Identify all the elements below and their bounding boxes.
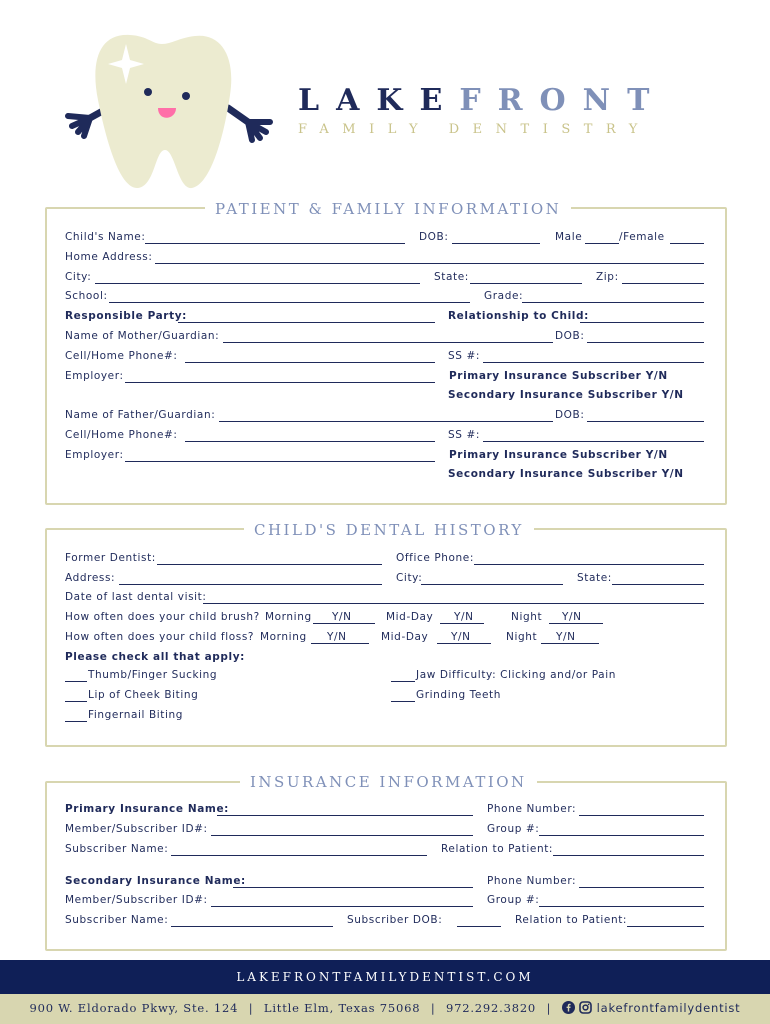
dental-section-title: CHILD'S DENTAL HISTORY [244,521,534,539]
subscriber2-label: Subscriber Name: [65,914,169,926]
mother-dob-label: DOB: [555,330,585,342]
floss-night-yn[interactable]: Y/N [556,631,576,643]
check-all-label: Please check all that apply: [65,651,245,663]
state-label: State: [434,271,469,283]
cell1-field[interactable] [185,362,435,363]
thumb-check[interactable] [65,681,87,682]
logo-wordmark [298,83,666,118]
brush-night-field[interactable] [549,623,603,624]
brush-night-label: Night [511,611,543,623]
father-dob-label: DOB: [555,409,585,421]
employer1-label: Employer: [65,370,124,382]
relation2-label: Relation to Patient: [515,914,628,926]
childs-name-label: Child's Name: [65,231,146,243]
primary1-label[interactable]: Primary Insurance Subscriber Y/N [449,370,668,382]
cell2-field[interactable] [185,441,435,442]
floss-morning-field[interactable] [311,643,369,644]
phone2-field[interactable] [579,887,704,888]
secondary-name-field[interactable] [233,887,473,888]
ss2-field[interactable] [483,441,704,442]
former-dentist-label: Former Dentist: [65,552,156,564]
ss1-label: SS #: [448,350,481,362]
tooth-mascot [60,30,280,195]
member1-label: Member/Subscriber ID#: [65,823,208,835]
office-phone-field[interactable] [474,564,704,565]
responsible-party-label: Responsible Party: [65,310,187,322]
brush-morning-label: Morning [265,611,312,623]
phone1-label: Phone Number: [487,803,577,815]
relationship-field[interactable] [580,322,704,323]
floss-morning-yn[interactable]: Y/N [327,631,347,643]
group1-label: Group #: [487,823,540,835]
dental-city-label: City: [396,572,423,584]
male-field[interactable] [585,243,619,244]
relation1-field[interactable] [553,855,704,856]
responsible-party-field[interactable] [178,322,435,323]
brush-night-yn[interactable]: Y/N [562,611,582,623]
fingernail-label: Fingernail Biting [88,709,184,721]
brush-morning-yn[interactable]: Y/N [332,611,352,623]
city-label: City: [65,271,92,283]
footer-social[interactable]: lakefrontfamilydentist [596,1001,741,1015]
secondary1-label[interactable]: Secondary Insurance Subscriber Y/N [448,389,684,401]
floss-question: How often does your child floss? [65,631,255,643]
thumb-label: Thumb/Finger Sucking [88,669,218,681]
jaw-label: Jaw Difficulty: Clicking and/or Pain [416,669,616,681]
floss-midday-field[interactable] [437,643,491,644]
brush-question: How often does your child brush? [65,611,260,623]
relation2-field[interactable] [627,926,704,927]
city-field[interactable] [95,283,420,284]
insurance-section-title: INSURANCE INFORMATION [240,773,537,791]
employer1-field[interactable] [125,382,435,383]
member2-label: Member/Subscriber ID#: [65,894,208,906]
dental-address-field[interactable] [119,584,382,585]
grinding-check[interactable] [391,701,415,702]
grinding-label: Grinding Teeth [416,689,501,701]
home-address-field[interactable] [155,263,704,264]
dental-state-label: State: [577,572,612,584]
phone2-label: Phone Number: [487,875,577,887]
zip-field[interactable] [622,283,704,284]
jaw-check[interactable] [391,681,415,682]
father-dob-field[interactable] [587,421,704,422]
ss2-label: SS #: [448,429,481,441]
dob-field[interactable] [452,243,540,244]
subscriber1-field[interactable] [171,855,427,856]
footer-sep-1: | [248,1001,254,1015]
subscriber2-field[interactable] [171,926,333,927]
footer-city: Little Elm, Texas 75068 [263,1001,421,1015]
ss1-field[interactable] [483,362,704,363]
instagram-icon[interactable] [579,1001,592,1014]
mother-label: Name of Mother/Guardian: [65,330,220,342]
brush-midday-yn[interactable]: Y/N [454,611,474,623]
logo-subtitle: FAMILY DENTISTRY [298,122,651,137]
footer-sep-3: | [546,1001,552,1015]
grade-label: Grade: [484,290,524,302]
footer-address: 900 W. Eldorado Pkwy, Ste. 124 [29,1001,239,1015]
subscriber-dob-field[interactable] [457,926,501,927]
secondary2-label[interactable]: Secondary Insurance Subscriber Y/N [448,468,684,480]
phone1-field[interactable] [579,815,704,816]
home-address-label: Home Address: [65,251,153,263]
member1-field[interactable] [211,835,473,836]
dental-city-field[interactable] [421,584,563,585]
childs-name-field[interactable] [145,243,405,244]
relation1-label: Relation to Patient: [441,843,554,855]
footer-website[interactable]: LAKEFRONTFAMILYDENTIST.COM [236,970,534,984]
subscriber1-label: Subscriber Name: [65,843,169,855]
school-label: School: [65,290,108,302]
last-visit-label: Date of last dental visit: [65,591,207,603]
employer2-label: Employer: [65,449,124,461]
male-label: Male [555,231,583,243]
state-field[interactable] [470,283,582,284]
footer-contact-bar [0,994,770,1024]
cell1-label: Cell/Home Phone#: [65,350,178,362]
facebook-icon[interactable] [562,1001,575,1014]
patient-section-title: PATIENT & FAMILY INFORMATION [205,200,571,218]
former-dentist-field[interactable] [157,564,382,565]
female-label: /Female [619,231,665,243]
member2-field[interactable] [211,906,473,907]
logo-word-front: FRONT [459,83,667,118]
floss-night-field[interactable] [541,643,599,644]
secondary-name-label: Secondary Insurance Name: [65,875,246,887]
relationship-label: Relationship to Child: [448,310,589,322]
floss-morning-label: Morning [260,631,307,643]
footer-website-bar [0,960,770,994]
footer-sep-2: | [430,1001,436,1015]
brush-midday-field[interactable] [440,623,484,624]
dental-state-field[interactable] [612,584,704,585]
father-field[interactable] [219,421,553,422]
logo-word-lake: LAKE [298,83,460,118]
group2-field[interactable] [539,906,704,907]
lip-check[interactable] [65,701,87,702]
grade-field[interactable] [522,302,704,303]
brush-midday-label: Mid-Day [386,611,434,623]
primary-name-field[interactable] [217,815,473,816]
female-field[interactable] [670,243,704,244]
floss-midday-yn[interactable]: Y/N [451,631,471,643]
fingernail-check[interactable] [65,721,87,722]
last-visit-field[interactable] [203,603,704,604]
zip-label: Zip: [596,271,619,283]
group2-label: Group #: [487,894,540,906]
office-phone-label: Office Phone: [396,552,475,564]
dental-address-label: Address: [65,572,116,584]
school-field[interactable] [109,302,470,303]
group1-field[interactable] [539,835,704,836]
subscriber-dob-label: Subscriber DOB: [347,914,443,926]
primary2-label[interactable]: Primary Insurance Subscriber Y/N [449,449,668,461]
employer2-field[interactable] [125,461,435,462]
lip-label: Lip of Cheek Biting [88,689,199,701]
floss-midday-label: Mid-Day [381,631,429,643]
footer-phone[interactable]: 972.292.3820 [445,1001,537,1015]
primary-name-label: Primary Insurance Name: [65,803,229,815]
father-label: Name of Father/Guardian: [65,409,216,421]
mother-dob-field[interactable] [587,342,704,343]
brush-morning-field[interactable] [313,623,375,624]
floss-night-label: Night [506,631,538,643]
footer-contact [0,1001,770,1015]
dob-label: DOB: [419,231,449,243]
cell2-label: Cell/Home Phone#: [65,429,178,441]
mother-field[interactable] [223,342,553,343]
